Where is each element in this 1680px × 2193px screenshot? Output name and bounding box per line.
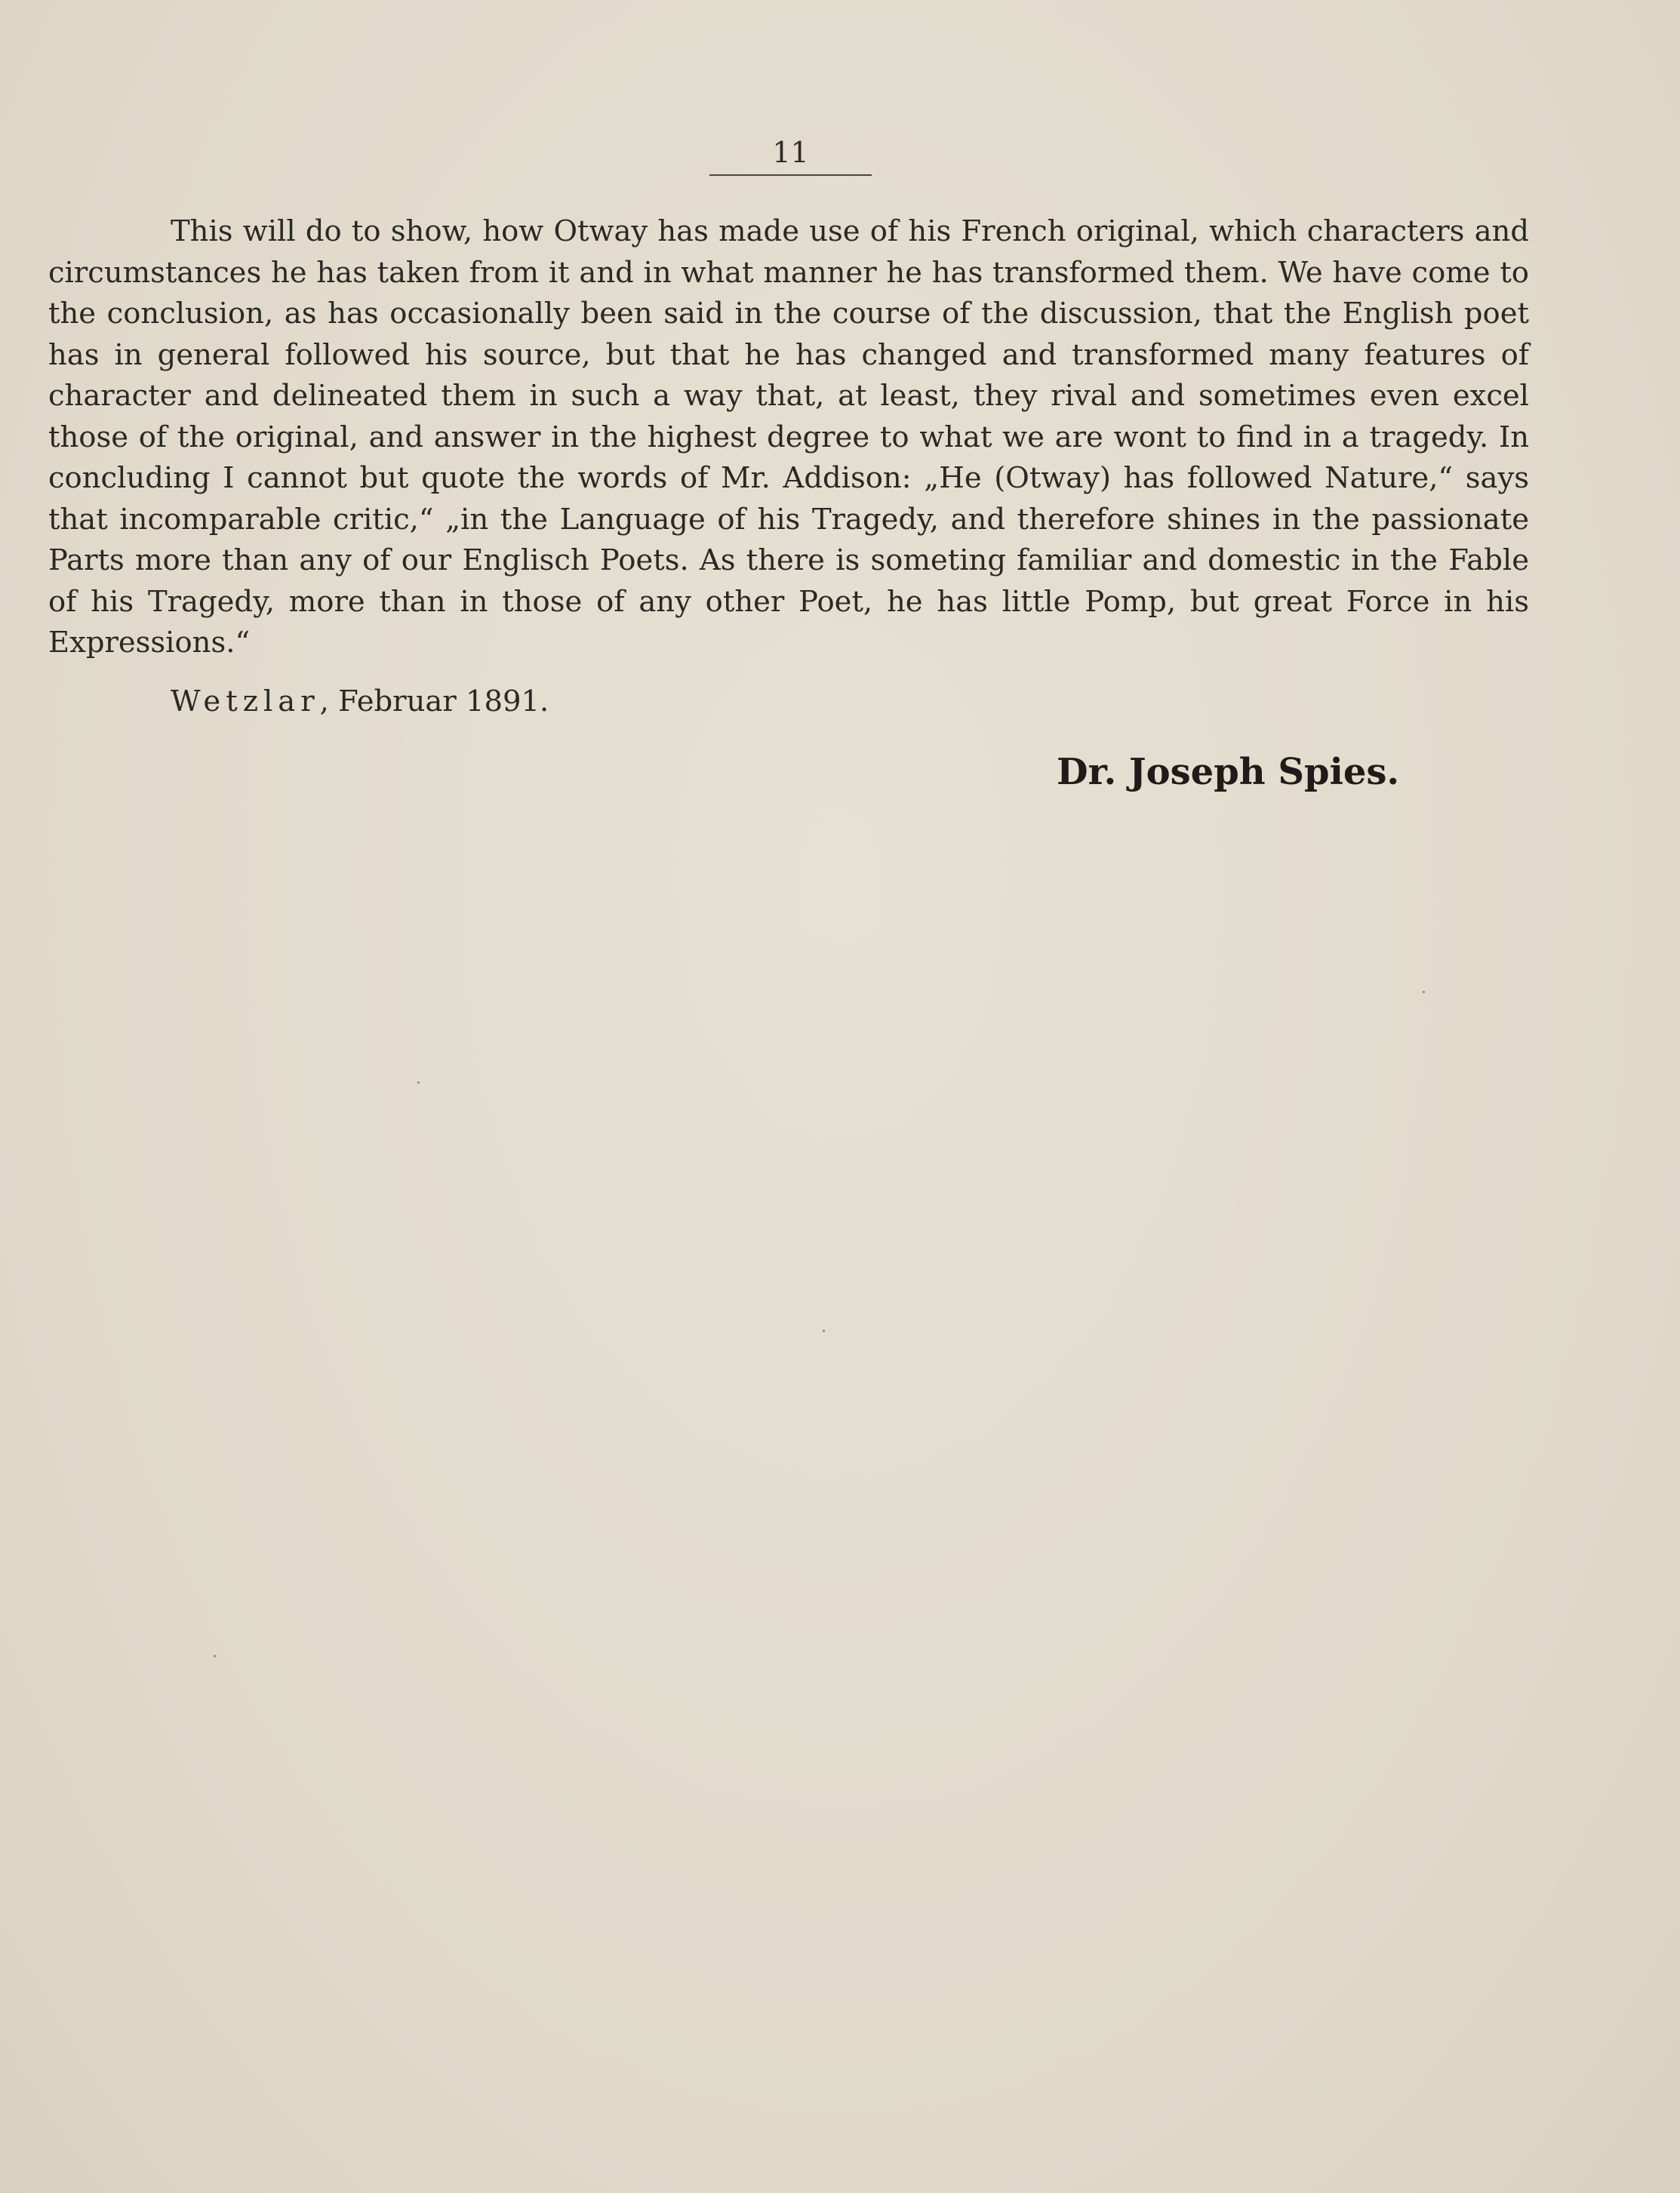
- paper-speck: [214, 1655, 216, 1657]
- date-text: , Februar 1891.: [319, 684, 549, 718]
- page-number: 11: [772, 136, 809, 169]
- paper-speck: [417, 1081, 420, 1084]
- place-name: Wetzlar: [171, 684, 320, 718]
- author-signature: Dr. Joseph Spies.: [1057, 751, 1400, 793]
- body-paragraph: This will do to show, how Otway has made use of his French original, which characters and circumstances he has taken from it and in what manner he has transformed them. We have come to the conclusion, as has occasionally been said in the course of the discussion, that the English poet has in general followed his source, but that he has changed and transformed many features of character and delineated them in such a way that, at least, they rival and sometimes even excel those of the original, and answer in the highest degree to what we are wont to find in a tragedy. In concluding I cannot but quote the words of Mr. Addison: „He (Otway) has followed Nature,“ says that incomparable critic,“ „in the Language of his Tragedy, and therefore shines in the passionate Parts more than any of our Englisch Poets. As there is someting familiar and domestic in the Fable of his Tragedy, more than in those of any other Poet, he has little Pomp, but great Force in his Expressions.“: [48, 214, 1529, 660]
- paper-speck: [823, 1330, 825, 1332]
- paper-speck: [1423, 991, 1425, 993]
- page-number-rule: [709, 174, 872, 176]
- place-date-line: [171, 681, 549, 722]
